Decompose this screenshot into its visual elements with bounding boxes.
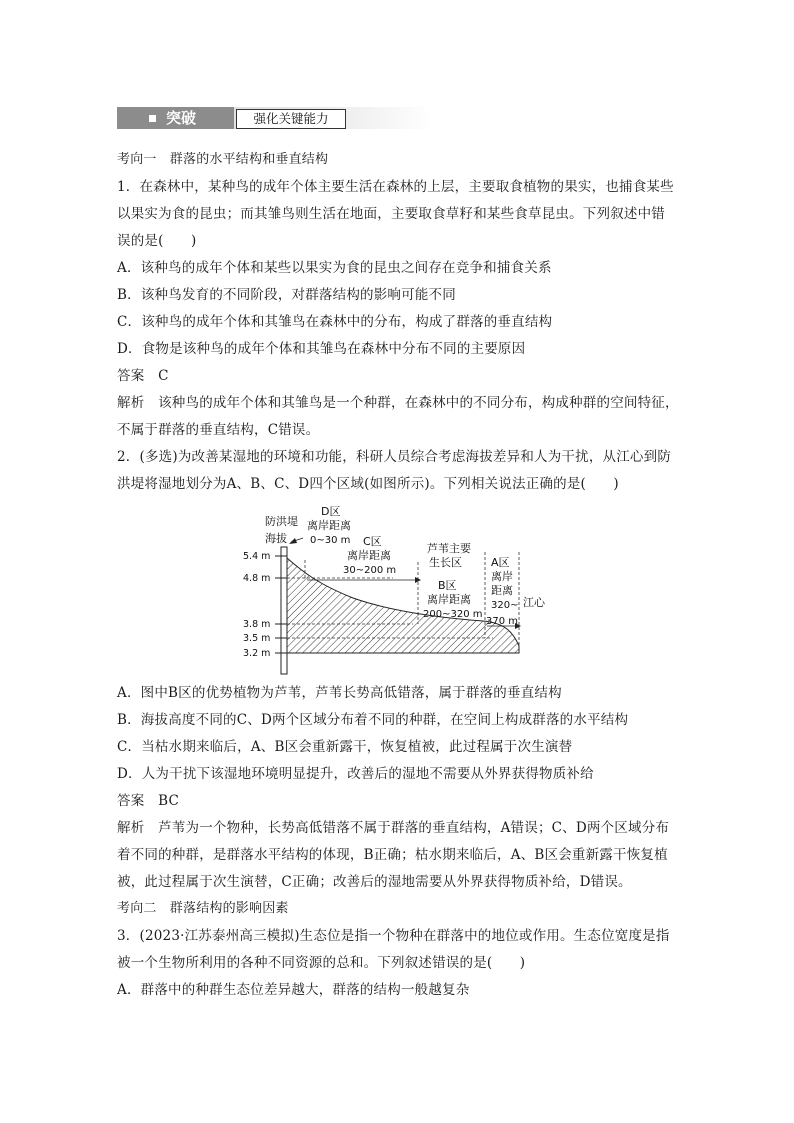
question-2-option-b: B．海拔高度不同的C、D两个区域分布着不同的种群，在空间上构成群落的水平结构 bbox=[117, 712, 629, 728]
question-1-answer: 答案 C bbox=[117, 368, 169, 384]
question-1-analysis-cont: 不属于群落的垂直结构，C错误。 bbox=[117, 422, 320, 438]
question-1-stem-end: 误的是( ) bbox=[117, 233, 197, 249]
a-zone-label-2: 距离 bbox=[491, 584, 513, 597]
c-zone-range: 30~200 m bbox=[343, 565, 397, 576]
banner-tag bbox=[117, 107, 234, 129]
question-2-analysis-cont: 着不同的种群，是群落水平结构的体现，B正确；枯水期来临后，A、B区会重新露干恢复植 bbox=[117, 847, 668, 863]
question-2-option-a: A．图中B区的优势植物为芦苇，芦苇长势高低错落，属于群落的垂直结构 bbox=[117, 685, 562, 701]
question-1-option-d: D．食物是该种鸟的成年个体和其雏鸟在森林中分布不同的主要原因 bbox=[117, 341, 526, 357]
d-zone-range: 0~30 m bbox=[310, 535, 351, 546]
question-2-option-d: D．人为干扰下该湿地环境明显提升，改善后的湿地不需要从外界获得物质补给 bbox=[117, 766, 594, 782]
section-banner bbox=[117, 107, 432, 129]
square-bullet-icon bbox=[149, 115, 156, 122]
y-tick-5-4: 5.4 m bbox=[243, 551, 271, 562]
d-zone-distance-label: 离岸距离 bbox=[307, 519, 351, 532]
y-tick-3-5: 3.5 m bbox=[243, 633, 271, 644]
reed-label: 芦苇主要 bbox=[427, 542, 471, 555]
question-1-analysis: 解析 该种鸟的成年个体和其雏鸟是一个种群，在森林中的不同分布，构成种群的空间特征， bbox=[117, 395, 679, 411]
d-zone-title: D区 bbox=[321, 505, 341, 518]
a-zone-title: A区 bbox=[491, 556, 510, 569]
question-1-stem-cont: 以果实为食的昆虫；而其雏鸟则生活在地面，主要取食草籽和某些食草昆虫。下列叙述中错 bbox=[117, 206, 665, 222]
river-center-label: 江心 bbox=[523, 596, 545, 609]
c-zone-distance-label: 离岸距离 bbox=[347, 549, 391, 562]
question-2-answer: 答案 BC bbox=[117, 793, 180, 809]
question-1-option-a: A．该种鸟的成年个体和某些以果实为食的昆虫之间存在竞争和捕食关系 bbox=[117, 260, 552, 276]
question-3-stem-cont: 被一个生物所利用的各种不同资源的总和。下列叙述错误的是( ) bbox=[117, 955, 526, 971]
reed-label-cont: 生长区 bbox=[429, 556, 462, 569]
question-1-stem: 1．在森林中，某种鸟的成年个体主要生活在森林的上层，主要取食植物的果实，也捕食某些 bbox=[117, 179, 674, 195]
question-1-option-b: B．该种鸟发育的不同阶段，对群落结构的影响可能不同 bbox=[117, 287, 456, 303]
b-zone-range: 200~320 m bbox=[423, 609, 483, 620]
terrain-profile bbox=[287, 558, 519, 653]
a-zone-range-start: 320~ bbox=[491, 600, 519, 611]
y-tick-3-2: 3.2 m bbox=[243, 648, 271, 659]
question-2-analysis: 解析 芦苇为一个物种，长势高低错落不属于群落的垂直结构，A错误；C、D两个区域分布 bbox=[117, 820, 670, 836]
d-zone-arrowhead bbox=[289, 538, 297, 544]
section-heading-1: 考向一 群落的水平结构和垂直结构 bbox=[117, 152, 329, 167]
question-2-analysis-end: 被，此过程属于次生演替，C正确；改善后的湿地需要从外界获得物质补给，D错误。 bbox=[117, 874, 632, 890]
y-tick-3-8: 3.8 m bbox=[243, 619, 271, 630]
dike-label: 防洪堤 bbox=[265, 515, 298, 528]
y-tick-4-8: 4.8 m bbox=[243, 573, 271, 584]
dike-bar bbox=[281, 547, 287, 674]
c-zone-title: C区 bbox=[363, 535, 382, 548]
banner-tag-label: 突破 bbox=[166, 109, 197, 127]
wetland-zone-diagram bbox=[243, 500, 563, 678]
question-3-stem: 3．(2023·江苏泰州高三模拟)生态位是指一个物种在群落中的地位或作用。生态位宽度是指 bbox=[117, 928, 670, 944]
altitude-label: 海拔 bbox=[265, 532, 287, 545]
a-zone-label-1: 离岸 bbox=[491, 570, 513, 583]
section-heading-2: 考向二 群落结构的影响因素 bbox=[117, 901, 289, 916]
b-zone-distance-label: 离岸距离 bbox=[427, 593, 471, 606]
question-1-option-c: C．该种鸟的成年个体和其雏鸟在森林中的分布，构成了群落的垂直结构 bbox=[117, 314, 553, 330]
a-zone-range-end: 370 m bbox=[486, 616, 519, 627]
banner-subtitle: 强化关键能力 bbox=[236, 109, 346, 129]
question-3-option-a: A．群落中的种群生态位差异越大，群落的结构一般越复杂 bbox=[117, 982, 470, 998]
question-2-stem-cont: 洪堤将湿地划分为A、B、C、D四个区域(如图所示)。下列相关说法正确的是( ) bbox=[117, 476, 619, 492]
question-2-option-c: C．当枯水期来临后，A、B区会重新露干，恢复植被，此过程属于次生演替 bbox=[117, 739, 573, 755]
b-zone-title: B区 bbox=[438, 579, 457, 592]
question-2-stem: 2．(多选)为改善某湿地的环境和功能，科研人员综合考虑海拔差异和人为干扰，从江心到防 bbox=[117, 449, 672, 465]
